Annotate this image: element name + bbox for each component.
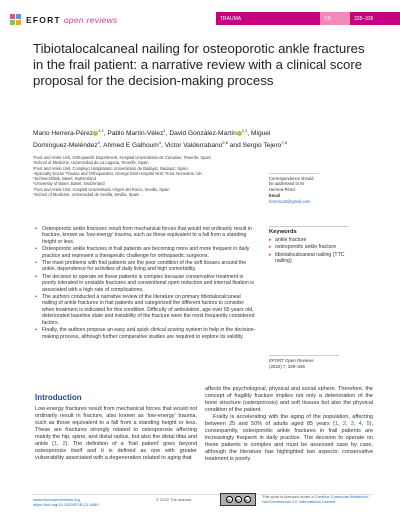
keywords-title: Keywords <box>269 229 297 235</box>
introduction-heading: Introduction <box>35 393 82 402</box>
email-link[interactable]: herrera42@gmail.com <box>269 198 311 204</box>
topbar-pages: 328–336 <box>350 12 400 25</box>
footer-website-link[interactable]: www.efortopenreviews.org <box>33 497 80 502</box>
license-text <box>262 494 382 504</box>
intro-right-text-a: Frailty is accelerating with the aging of the population, affecting between 25 and 50% of adults aged 85 years ( <box>205 414 373 427</box>
logo-square-3 <box>10 20 15 25</box>
affiliation-list <box>33 155 273 197</box>
abstract-point: • Osteoporotic ankle fractures result from mechanical forces that would not ordinarily result in fracture, known as ‘low-energy’ trauma, such as those equivalent to a fall from a standing height or less. <box>35 226 257 245</box>
logo-mark-icon <box>10 14 23 27</box>
topbar-volume: 7:5 <box>320 12 350 25</box>
reference-link[interactable]: 2 <box>342 421 346 427</box>
keyword-item: ▸ ankle fracture <box>269 237 349 243</box>
logo-square-4 <box>16 20 21 25</box>
affiliation-line: ⁸School of Medicine, Universidad de Sevilla, Sevilla, Spain <box>33 192 140 198</box>
creative-commons-badge[interactable] <box>220 493 256 506</box>
abstract-point: • The main problems with frail patients are the poor condition of the soft tissues around the ankle, dependence for activities of daily living and high comorbidity. <box>35 260 257 273</box>
author-name: Sergio Tejero <box>242 142 282 150</box>
journal-logo[interactable] <box>10 13 118 27</box>
footer-copyright: © 2022 The authors <box>156 497 192 502</box>
topbar-category: TRAUMA <box>216 12 320 25</box>
affiliation-line: ⁶University of Basel, Basel, Switzerland <box>33 181 105 187</box>
reference-link[interactable]: 1 <box>53 441 57 447</box>
abstract-point: • The authors conducted a narrative review of the literature on primary tibiotalocalcaneal nailing of ankle fractures in frail patients and categorized the different factors to consider when treatment is indicated for this condition. Difficulty of ambulation, age over 65 years old, deteriorated baseline state and instability of the fracture were the most frequently considered factors. <box>35 294 257 326</box>
article-title: Tibiotalocalcaneal nailing for osteoporotic ankle fractures in the frail patient: a narrative review with a clinical score proposal for the decision-making process <box>33 41 365 88</box>
affiliation-line: ¹Foot and Ankle Unit, Orthopaedic Department, Hospital Universitario de Canarias, Tenerife, Spain <box>33 155 211 160</box>
intro-right-refs: 1, 2, 3, 4, 5 <box>334 421 370 427</box>
logo-square-1 <box>10 14 15 19</box>
introduction-left-column: Low-energy fractures result from mechanical forces that would not ordinarily result in fracture, also known as ‘low-energy’ trauma, such as those equivalent to a fall from a standing height or less. These are fractures strongly related to osteoporosis affecting mainly the hip, spine, and distal radius, but also the distal tibia and ankle (1, 2). The definition of a ‘frail patient’ goes beyond osteoporosis itself and it is defined as one with greater vulnerability associated with a degeneration related to aging that <box>35 406 197 461</box>
keyword-item: ▸ osteoporotic ankle fracture <box>269 244 349 250</box>
footer-doi-link[interactable]: https://doi.org/10.1530/EOR-21-0080 <box>33 502 99 508</box>
affiliation-line: ²School of Medicine, Universidad de La Laguna, Tenerife, Spain <box>33 160 149 166</box>
author-name: Mario Herrera-Pérez <box>33 130 94 138</box>
abstract-point: • Finally, the authors propose an easy and quick clinical scoring system to help in the decision-making process, although further comparative studies are required to explore its validity. <box>35 327 257 340</box>
author-name: Victor Valderrabano <box>164 142 223 150</box>
journal-name: EFORT open reviews <box>26 15 118 25</box>
license-link[interactable]: Creative Commons Attribution-NonCommercial 4.0 International License. <box>262 494 370 505</box>
cc-nc-icon: nc <box>245 497 249 502</box>
intro-left-text-2: The definition of a ‘frail patient’ goes beyond osteoporosis itself and it is defined as one with greater vulnerability associated with a degeneration related to aging that <box>35 441 197 461</box>
cc-by-icon: by <box>236 497 240 502</box>
email-label: Email <box>269 193 281 199</box>
journal-topbar <box>216 12 400 25</box>
reference-link[interactable]: 2 <box>62 441 66 447</box>
footer-links <box>33 497 99 507</box>
author-affiliation-mark: 4 <box>158 140 162 146</box>
license-intro: This work is licensed under a <box>262 494 314 499</box>
author-affiliation-mark: 1 <box>163 128 166 133</box>
citation-journal: EFORT Open Reviews <box>269 358 314 363</box>
author-affiliation-mark: 5,6 <box>222 140 228 146</box>
reference-link[interactable]: 3 <box>350 421 354 427</box>
affiliation-line: ⁵Schmerzklinik, Basel, Switzerland <box>33 176 96 182</box>
author-affiliation-mark: 7,8 <box>281 140 287 146</box>
journal-brand: open reviews <box>63 15 118 25</box>
intro-right-paragraph-2 <box>205 414 373 463</box>
affiliation-line: ³Foot and Ankle Unit, Complejo Hospitalario Universitario de Badajoz, Badajoz, Spain <box>33 165 188 171</box>
intro-left-text: Low-energy fractures result from mechanical forces that would not ordinarily result in fracture, also known as ‘low-energy’ trauma, such as those equivalent to a fall from a standing height or less. These are fractures strongly related to osteoporosis affecting mainly the hip, spine, and distal radius, but also the distal tibia and ankle <box>35 406 197 447</box>
intro-right-paragraph-1: affects the psychological, physical and social sphere. Therefore, the concept of fragility fracture implies not only a deterioration of the bone structure (osteoporosis) and soft tissues but also the physical condition of the patient. <box>205 386 373 413</box>
author-name: Pablo Martín-Vélez <box>107 130 164 138</box>
author-affiliation-mark: 3 <box>97 140 100 146</box>
reference-link[interactable]: 1 <box>334 421 338 427</box>
intro-right-text-b: ), consequently, osteoporotic ankle fractures in frail patients are increasingly frequent in daily practice. The decision to operate on these patients is complex and must be assessed case by case, although the literature has highlighted two aspects: conservative treatment is poorly <box>205 421 374 462</box>
citation-details: (2022) 7, 328–336 <box>269 363 305 369</box>
cc-icon: cc <box>227 497 231 502</box>
abstract <box>35 226 257 341</box>
keywords-list <box>269 237 349 264</box>
reference-link[interactable]: 4 <box>358 421 362 427</box>
introduction-right-column <box>205 386 373 463</box>
correspondence-box <box>269 173 319 204</box>
author-list: Mario Herrera-Pérez $^{1,2}$, Pablo Martín-Vélez$^1$, David González-Martín $^{1,2}$, Miguel Domínguez-Meléndez$^3$, Ahmed E Galhoum$^4$, Victor Valderrabano$^{5,6}$ and Sergio Tejero$^{7,8}$ <box>33 128 287 150</box>
affiliation-line: ⁴Specialty Doctor Trauma and Orthopaedics, George Eliot Hospital NHS Trust, Nuneaton, UK <box>33 170 202 176</box>
logo-square-2 <box>16 14 21 19</box>
abstract-point: • Osteoporotic ankle fractures in frail patients are becoming more and more frequent in daily practice and represent a therapeutic challenge for orthopaedic surgeons. <box>35 246 257 259</box>
affiliation-line: ⁷Foot and Ankle Unit, Hospital Universitario Virgen del Rocío, Sevilla, Spain <box>33 186 170 192</box>
abstract-list <box>35 226 257 340</box>
author-name: David González-Martín <box>169 130 237 138</box>
correspondence-text: Correspondence should be addressed to M Herrera-Pérez <box>269 176 314 192</box>
reference-link[interactable]: 5 <box>366 421 370 427</box>
author-name: Miguel Domínguez-Meléndez <box>33 130 271 150</box>
author-affiliation-mark: 1,2 <box>241 128 248 133</box>
keywords-box <box>269 226 349 265</box>
keyword-item: ▸ tibiotalocalcaneal nailing (TTC nailing) <box>269 252 349 265</box>
author-affiliation-mark: 1,2 <box>98 128 104 133</box>
citation-box <box>269 355 339 369</box>
abstract-point: • The decision to operate on these patients is complex because conservative treatment is poorly tolerated in unstable fractures and conventional open reduction and internal fixation is associated with a high rate of complications. <box>35 274 257 293</box>
author-name: Ahmed E Galhoum <box>103 142 159 150</box>
